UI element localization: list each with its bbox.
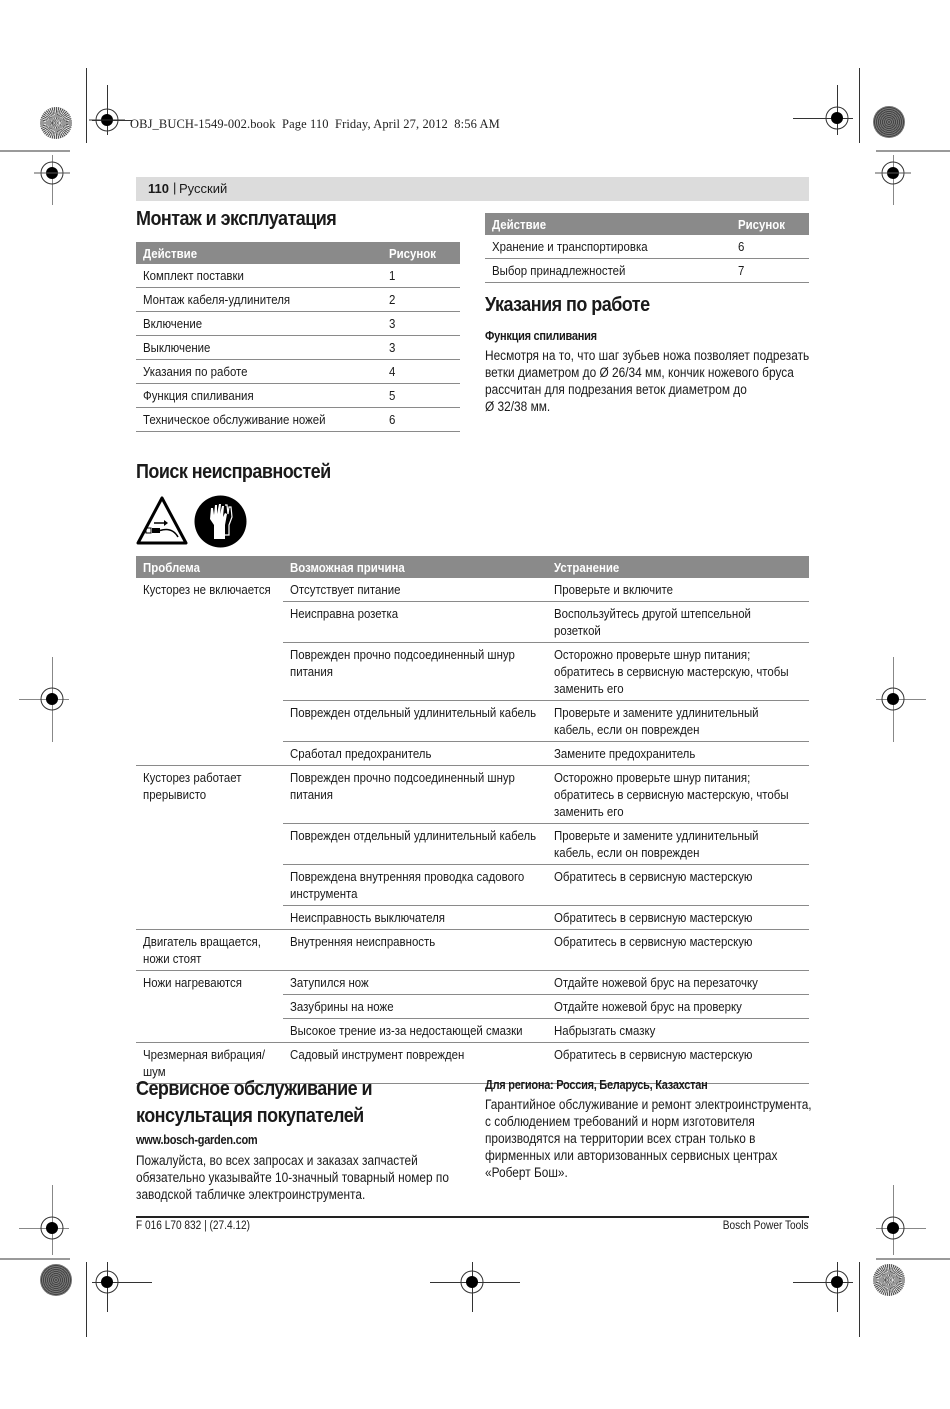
remedy-cell: Обратитесь в сервисную мастерскую <box>547 865 809 906</box>
work-tips-text <box>485 347 815 415</box>
remedy-cell: Обратитесь в сервисную мастерскую <box>547 906 809 930</box>
figure-cell: 4 <box>382 360 460 384</box>
registration-target-icon <box>875 1210 911 1246</box>
table-row <box>136 312 460 336</box>
crop-line <box>0 1258 70 1260</box>
registration-target-icon <box>454 1264 490 1300</box>
registration-target-icon <box>819 100 855 136</box>
cause-cell: Поврежден прочно подсоединенный шнур питания <box>283 766 547 824</box>
troubleshooting-table <box>136 556 809 1084</box>
remedy-cell: Отдайте ножевой брус на перезаточку <box>547 971 809 995</box>
cause-cell: Неисправна розетка <box>283 602 547 643</box>
problem-cell: Чрезмерная вибрация/шум <box>136 1043 283 1084</box>
crop-line <box>86 1262 87 1337</box>
registration-target-icon <box>819 1264 855 1300</box>
service-text <box>136 1152 466 1203</box>
registration-target-icon <box>89 102 125 138</box>
table-row <box>136 930 809 971</box>
text-line: «Роберт Бош». <box>485 1165 568 1180</box>
action-cell: Включение <box>136 312 382 336</box>
table-row <box>136 360 460 384</box>
problem-cell: Двигатель вращается, ножи стоят <box>136 930 283 971</box>
unplug-warning-icon <box>136 495 188 547</box>
table-row <box>485 259 809 283</box>
registration-target-icon <box>34 681 70 717</box>
action-cell: Выключение <box>136 336 382 360</box>
text-line: Гарантийное обслуживание и ремонт электроинструмента, <box>485 1097 812 1112</box>
remedy-cell: Проверьте и замените удлинительный кабель, если он поврежден <box>547 824 809 865</box>
assembly-title: Монтаж и эксплуатация <box>136 208 337 230</box>
action-cell: Техническое обслуживание ножей <box>136 408 382 432</box>
work-tips-subtitle: Функция спиливания <box>485 329 597 343</box>
problem-cell: Кусторез не включается <box>136 578 283 766</box>
crop-line <box>876 1258 950 1260</box>
text-line: Несмотря на то, что шаг зубьев ножа позволяет подрезать <box>485 348 810 363</box>
registration-disc-icon <box>873 106 905 138</box>
table-row <box>136 384 460 408</box>
crop-line <box>86 68 87 143</box>
problem-cell: Ножи нагреваются <box>136 971 283 1043</box>
column-header: Действие <box>485 213 731 235</box>
table-row <box>136 408 460 432</box>
cause-cell: Высокое трение из-за недостающей смазки <box>283 1019 547 1043</box>
action-cell: Комплект поставки <box>136 264 382 288</box>
remedy-cell: Обратитесь в сервисную мастерскую <box>547 930 809 971</box>
column-header: Рисунок <box>382 242 460 264</box>
text-line: фирменных или авторизованных сервисных центрах <box>485 1148 778 1163</box>
column-header: Возможная причина <box>283 556 547 578</box>
figure-cell: 3 <box>382 336 460 360</box>
footer-doc-code: F 016 L70 832 | (27.4.12) <box>136 1220 251 1232</box>
assembly-table-left <box>136 242 460 432</box>
crop-line <box>876 150 950 152</box>
registration-target-icon <box>875 681 911 717</box>
column-header: Рисунок <box>731 213 809 235</box>
text-line: обязательно указывайте 10-значный товарный номер по <box>136 1170 449 1185</box>
text-line: рассчитан для подрезания веток диаметром до <box>485 382 747 397</box>
registration-target-icon <box>875 155 911 191</box>
cause-cell: Затупился нож <box>283 971 547 995</box>
service-title: Сервисное обслуживание и консультация покупателей <box>136 1078 373 1127</box>
cause-cell: Повреждена внутренняя проводка садового инструмента <box>283 865 547 906</box>
action-cell: Выбор принадлежностей <box>485 259 731 283</box>
cause-cell: Поврежден прочно подсоединенный шнур питания <box>283 643 547 701</box>
action-cell: Монтаж кабеля-удлинителя <box>136 288 382 312</box>
registration-target-icon <box>89 1264 125 1300</box>
crop-line <box>0 150 70 152</box>
region-text <box>485 1096 815 1181</box>
action-cell: Хранение и транспортировка <box>485 235 731 259</box>
service-website-link[interactable]: www.bosch-garden.com <box>136 1133 258 1147</box>
registration-disc-icon <box>40 107 72 139</box>
figure-cell: 6 <box>382 408 460 432</box>
text-line: заводской табличке электроинструмента. <box>136 1187 366 1202</box>
page-number: 110 <box>148 181 169 196</box>
table-row <box>136 971 809 995</box>
registration-disc-icon <box>873 1264 905 1296</box>
registration-target-icon <box>34 155 70 191</box>
wear-gloves-icon <box>194 495 247 548</box>
remedy-cell: Отдайте ножевой брус на проверку <box>547 995 809 1019</box>
work-tips-title: Указания по работе <box>485 294 650 316</box>
cause-cell: Неисправность выключателя <box>283 906 547 930</box>
text-line: с соблюдением требований и норм изготовителя <box>485 1114 755 1129</box>
print-slug: OBJ_BUCH-1549-002.book Page 110 Friday, April 27, 2012 8:56 AM <box>130 117 500 131</box>
figure-cell: 3 <box>382 312 460 336</box>
cause-cell: Садовый инструмент поврежден <box>283 1043 547 1084</box>
header-separator: | <box>173 180 177 195</box>
page-header <box>136 177 809 201</box>
table-row <box>136 578 809 602</box>
table-row <box>136 288 460 312</box>
column-header: Действие <box>136 242 382 264</box>
remedy-cell: Осторожно проверьте шнур питания; обратитесь в сервисную мастерскую, чтобы заменить его <box>547 643 809 701</box>
figure-cell: 2 <box>382 288 460 312</box>
cause-cell: Поврежден отдельный удлинительный кабель <box>283 701 547 742</box>
remedy-cell: Воспользуйтесь другой штепсельной розеткой <box>547 602 809 643</box>
assembly-table-right <box>485 213 809 283</box>
table-row <box>485 235 809 259</box>
region-title: Для региона: Россия, Беларусь, Казахстан <box>485 1078 708 1092</box>
registration-disc-icon <box>40 1264 72 1296</box>
cause-cell: Отсутствует питание <box>283 578 547 602</box>
remedy-cell: Проверьте и замените удлинительный кабель, если он поврежден <box>547 701 809 742</box>
problem-cell: Кусторез работает прерывисто <box>136 766 283 930</box>
cause-cell: Сработал предохранитель <box>283 742 547 766</box>
cause-cell: Поврежден отдельный удлинительный кабель <box>283 824 547 865</box>
table-row <box>136 336 460 360</box>
footer-brand: Bosch Power Tools <box>723 1220 809 1232</box>
figure-cell: 5 <box>382 384 460 408</box>
text-line: Ø 32/38 мм. <box>485 399 551 414</box>
cause-cell: Внутренняя неисправность <box>283 930 547 971</box>
table-row <box>136 766 809 824</box>
crop-line <box>859 68 860 143</box>
action-cell: Указания по работе <box>136 360 382 384</box>
remedy-cell: Обратитесь в сервисную мастерскую <box>547 1043 809 1084</box>
troubleshooting-title: Поиск неисправностей <box>136 461 331 483</box>
page-language: Русский <box>179 181 228 196</box>
footer-divider <box>136 1216 809 1218</box>
remedy-cell: Замените предохранитель <box>547 742 809 766</box>
remedy-cell: Набрызгать смазку <box>547 1019 809 1043</box>
crop-line <box>859 1262 860 1337</box>
text-line: Пожалуйста, во всех запросах и заказах запчастей <box>136 1153 418 1168</box>
figure-cell: 1 <box>382 264 460 288</box>
action-cell: Функция спиливания <box>136 384 382 408</box>
column-header: Устранение <box>547 556 809 578</box>
text-line: ветки диаметром до Ø 26/34 мм, кончик ножевого бруса <box>485 365 794 380</box>
figure-cell: 6 <box>731 235 809 259</box>
cause-cell: Зазубрины на ноже <box>283 995 547 1019</box>
text-line: производятся на территории всех стран только в <box>485 1131 756 1146</box>
table-row <box>136 264 460 288</box>
registration-target-icon <box>34 1210 70 1246</box>
remedy-cell: Проверьте и включите <box>547 578 809 602</box>
figure-cell: 7 <box>731 259 809 283</box>
column-header: Проблема <box>136 556 283 578</box>
remedy-cell: Осторожно проверьте шнур питания; обратитесь в сервисную мастерскую, чтобы заменить его <box>547 766 809 824</box>
